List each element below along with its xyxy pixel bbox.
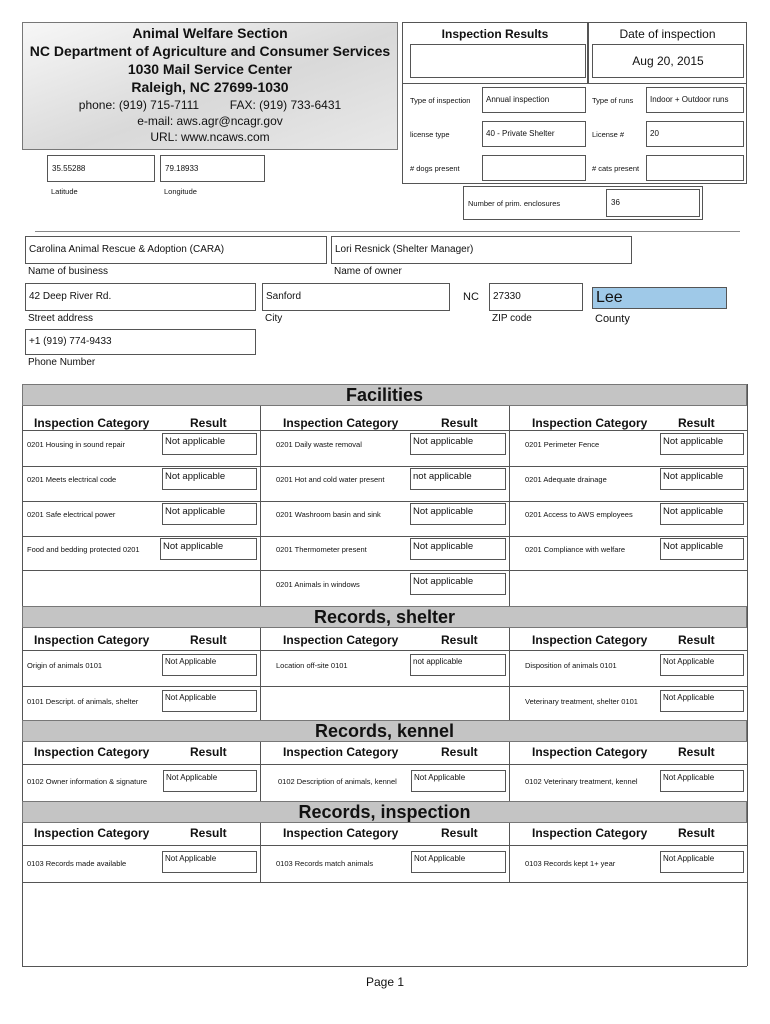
category-header: Inspection Category [34,633,150,647]
section-records-kennel-title: Records, kennel [22,720,747,742]
category-label: 0201 Washroom basin and sink [276,510,381,519]
category-label: 0201 Safe electrical power [27,510,116,519]
category-label: 0103 Records made available [27,859,127,868]
latitude-field[interactable]: 35.55288 [47,155,155,182]
phone-fax-line [23,98,397,112]
row-rule [22,466,747,467]
type-of-inspection-field[interactable]: Annual inspection [482,87,586,113]
column-divider [509,406,510,606]
cats-present-field[interactable] [646,155,744,181]
column-divider [260,628,261,720]
category-label: 0103 Records match animals [276,859,374,868]
result-field[interactable]: Not applicable [410,433,506,455]
county-label: County [595,313,630,325]
agency-fax: FAX: (919) 733-6431 [229,98,342,112]
result-header: Result [190,745,227,759]
header-rule [22,845,747,846]
result-field[interactable]: Not applicable [660,538,744,560]
section-records-inspection-title: Records, inspection [22,801,747,823]
result-field[interactable]: Not Applicable [162,851,257,873]
result-header: Result [190,633,227,647]
header-rule [22,764,747,765]
zip-code-field[interactable]: 27330 [489,283,583,311]
result-field[interactable]: Not Applicable [162,654,257,676]
agency-email[interactable]: e-mail: aws.agr@ncagr.gov [137,114,283,128]
category-header: Inspection Category [532,416,648,430]
category-header: Inspection Category [34,416,150,430]
result-header: Result [441,633,478,647]
license-number-label: License # [592,130,625,139]
category-header: Inspection Category [532,826,648,840]
enclosures-field[interactable]: 36 [606,189,700,217]
result-field[interactable]: not applicable [410,654,506,676]
category-label: Veterinary treatment, shelter 0101 [525,697,638,706]
category-header: Inspection Category [283,745,399,759]
table-bottom-border [22,966,747,967]
business-name-label: Name of business [28,266,109,277]
license-type-label: license type [410,130,450,139]
category-label: 0103 Records kept 1+ year [525,859,616,868]
result-field[interactable]: Not applicable [162,503,257,525]
category-label: 0201 Hot and cold water present [276,475,385,484]
section-records-shelter-title: Records, shelter [22,606,747,628]
category-label: 0201 Perimeter Fence [525,440,600,449]
category-label: Food and bedding protected 0201 [27,545,140,554]
result-header: Result [190,826,227,840]
category-header: Inspection Category [283,633,399,647]
category-label: 0101 Descript. of animals, shelter [27,697,139,706]
category-header: Inspection Category [283,416,399,430]
result-field[interactable]: Not applicable [162,433,257,455]
result-field[interactable]: Not Applicable [411,770,506,792]
column-divider [509,823,510,882]
city-label: City [265,313,283,324]
result-header: Result [441,745,478,759]
street-address-field[interactable]: 42 Deep River Rd. [25,283,256,311]
department-name: NC Department of Agriculture and Consumer Services [29,43,391,59]
type-of-runs-label: Type of runs [592,96,634,105]
category-label: 0201 Housing in sound repair [27,440,125,449]
category-label: 0102 Owner information & signature [27,777,148,786]
owner-name-field[interactable]: Lori Resnick (Shelter Manager) [331,236,632,264]
column-divider [260,742,261,801]
result-field[interactable]: Not Applicable [660,851,744,873]
agency-header [22,22,398,150]
result-header: Result [678,826,715,840]
longitude-label: Longitude [164,187,197,196]
column-divider [509,628,510,720]
result-field[interactable]: Not applicable [660,468,744,490]
result-header: Result [441,416,478,430]
result-field[interactable]: Not applicable [410,503,506,525]
row-rule [22,536,747,537]
row-rule [22,570,747,571]
category-label: 0201 Access to AWS employees [525,510,633,519]
page-number: Page 1 [365,975,405,989]
category-label: 0201 Compliance with welfare [525,545,626,554]
agency-phone: phone: (919) 715-7111 [78,98,200,112]
result-header: Result [190,416,227,430]
category-header: Inspection Category [532,633,648,647]
phone-number-label: Phone Number [28,357,96,368]
result-field[interactable]: Not applicable [660,503,744,525]
date-label: Date of inspection [619,27,716,41]
table-left-border [22,384,23,966]
dogs-present-field[interactable] [482,155,586,181]
zip-code-label: ZIP code [492,313,532,324]
inspection-results-label: Inspection Results [441,27,549,41]
enclosures-label: Number of prim. enclosures [468,199,561,208]
result-header: Result [678,416,715,430]
divider [35,231,740,232]
type-of-inspection-label: Type of inspection [410,96,471,105]
table-right-border [747,384,748,966]
header-rule [22,650,747,651]
result-field[interactable]: Not applicable [160,538,257,560]
category-header: Inspection Category [532,745,648,759]
street-address-label: Street address [28,313,94,324]
result-field[interactable]: Not Applicable [162,690,257,712]
category-header: Inspection Category [283,826,399,840]
result-field[interactable]: Not Applicable [660,690,744,712]
category-label: 0102 Veterinary treatment, kennel [525,777,638,786]
category-label: Origin of animals 0101 [27,661,103,670]
cats-present-label: # cats present [592,164,640,173]
license-number-field[interactable]: 20 [646,121,744,147]
category-header: Inspection Category [34,745,150,759]
category-label: 0201 Daily waste removal [276,440,362,449]
header-rule [22,430,747,431]
latitude-label: Latitude [51,187,78,196]
section-title: Animal Welfare Section [132,25,288,41]
category-label: 0201 Meets electrical code [27,475,117,484]
phone-number-field[interactable]: +1 (919) 774-9433 [25,329,256,355]
result-header: Result [441,826,478,840]
result-header: Result [678,745,715,759]
result-field[interactable]: Not Applicable [411,851,506,873]
result-field[interactable]: Not applicable [410,538,506,560]
result-field[interactable]: not applicable [410,468,506,490]
result-field[interactable]: Not applicable [660,433,744,455]
category-label: Disposition of animals 0101 [525,661,617,670]
state-value: NC [463,291,479,303]
row-rule [22,686,747,687]
column-divider [260,823,261,882]
address-line-2: Raleigh, NC 27699-1030 [131,79,289,95]
category-label: 0201 Adequate drainage [525,475,607,484]
category-label: 0102 Description of animals, kennel [278,777,397,786]
category-header: Inspection Category [34,826,150,840]
result-field[interactable]: Not Applicable [660,654,744,676]
category-label: Location off-site 0101 [276,661,348,670]
longitude-field[interactable]: 79.18933 [160,155,265,182]
column-divider [260,406,261,606]
section-facilities-title: Facilities [22,384,747,406]
result-header: Result [678,633,715,647]
address-line-1: 1030 Mail Service Center [127,61,293,77]
inspection-results-field[interactable] [410,44,586,78]
category-label: 0201 Animals in windows [276,580,360,589]
result-field[interactable]: Not applicable [162,468,257,490]
city-field[interactable]: Sanford [262,283,450,311]
result-field[interactable]: Not applicable [410,573,506,595]
result-field[interactable]: Not Applicable [660,770,744,792]
date-field[interactable]: Aug 20, 2015 [592,44,744,78]
license-type-field[interactable]: 40 - Private Shelter [482,121,586,147]
category-label: 0201 Thermometer present [276,545,367,554]
column-divider [509,742,510,801]
agency-url[interactable]: URL: www.ncaws.com [150,130,270,144]
row-rule [22,501,747,502]
type-of-runs-field[interactable]: Indoor + Outdoor runs [646,87,744,113]
result-field[interactable]: Not Applicable [163,770,257,792]
county-field[interactable]: Lee [592,287,727,309]
owner-name-label: Name of owner [334,266,402,277]
business-name-field[interactable]: Carolina Animal Rescue & Adoption (CARA) [25,236,327,264]
row-rule [22,882,747,883]
dogs-present-label: # dogs present [410,164,460,173]
